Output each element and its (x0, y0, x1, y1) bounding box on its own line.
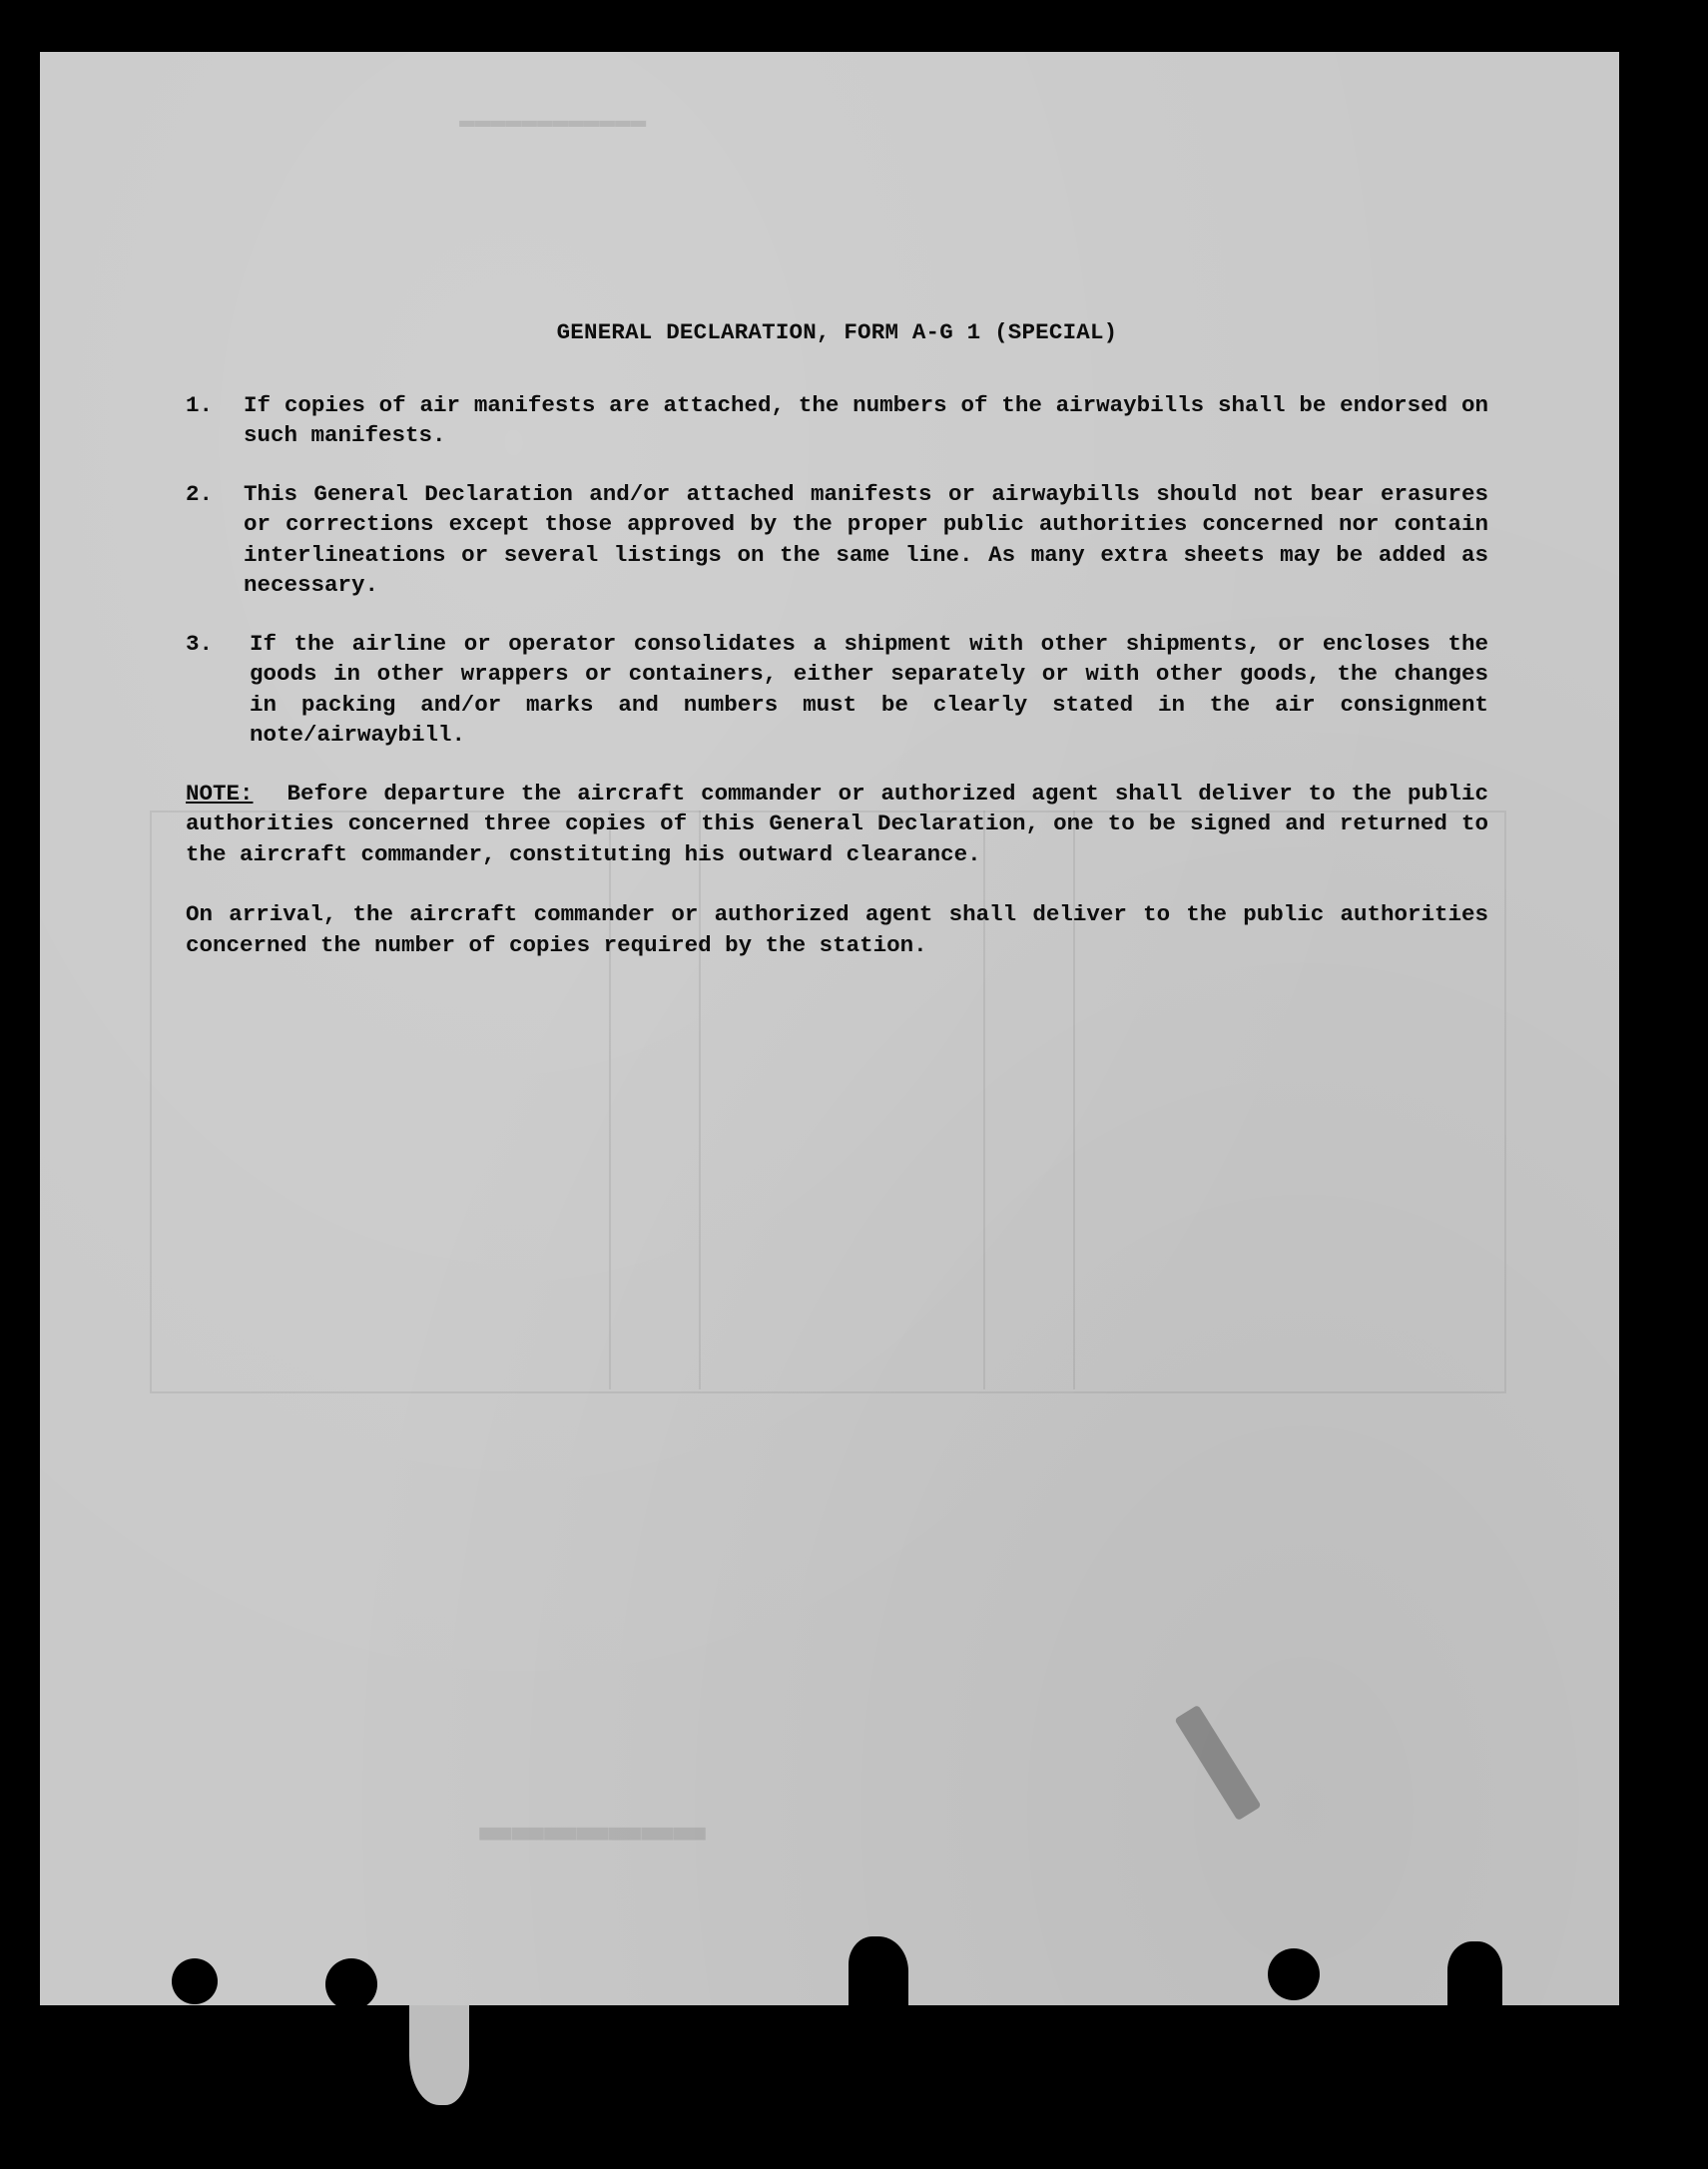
bleed-through-heading: ▬▬▬▬▬▬▬▬▬▬▬▬ (459, 112, 647, 142)
torn-edge (1447, 1941, 1502, 2005)
bleed-through-large-heading: ▬▬▬▬▬▬▬ (479, 1809, 706, 1870)
punch-hole (325, 1958, 377, 2010)
stamp-mark (1174, 1705, 1261, 1822)
torn-edge (849, 1936, 908, 2006)
punch-hole (1268, 1948, 1320, 2000)
punch-hole (172, 1958, 218, 2004)
note-text: Before departure the aircraft commander or authorized agent shall deliver to the public authorities concerned three copies of this General Declaration, one to be signed and returned to the aircraft commander, constituting his outward clearance. (186, 780, 1488, 867)
page-title: GENERAL DECLARATION, FORM A-G 1 (SPECIAL) (556, 319, 1118, 345)
note-label: NOTE: (186, 780, 254, 807)
arrival-paragraph: On arrival, the aircraft commander or authorized agent shall deliver to the public authorities concerned the number of copies required by the station. (186, 901, 1488, 958)
note-paragraph (186, 779, 1488, 870)
item-text: If copies of air manifests are attached, the numbers of the airwaybills shall be endorsed on such manifests. (244, 391, 1488, 448)
item-number: 2. (186, 480, 214, 507)
instruction-item-3 (186, 629, 1488, 751)
item-number: 1. (186, 391, 214, 418)
paper-tab (409, 2005, 469, 2105)
item-number: 3. (186, 630, 214, 657)
instruction-item-1 (186, 390, 1488, 451)
instruction-item-2 (186, 479, 1488, 601)
declaration-instructions (186, 317, 1488, 960)
item-text: If the airline or operator consolidates a shipment with other shipments, or encloses the goods in other wrappers or containers, either separately or with other goods, the changes in packing and/or marks and numbers must be clearly stated in the air consignment note/airwaybill. (250, 630, 1488, 748)
item-text: This General Declaration and/or attached manifests or airwaybills should not bear erasures or corrections except those approved by the proper public authorities concerned nor contain interlineations or several listings on the same line. As many extra sheets may be added as necessary. (244, 480, 1488, 598)
